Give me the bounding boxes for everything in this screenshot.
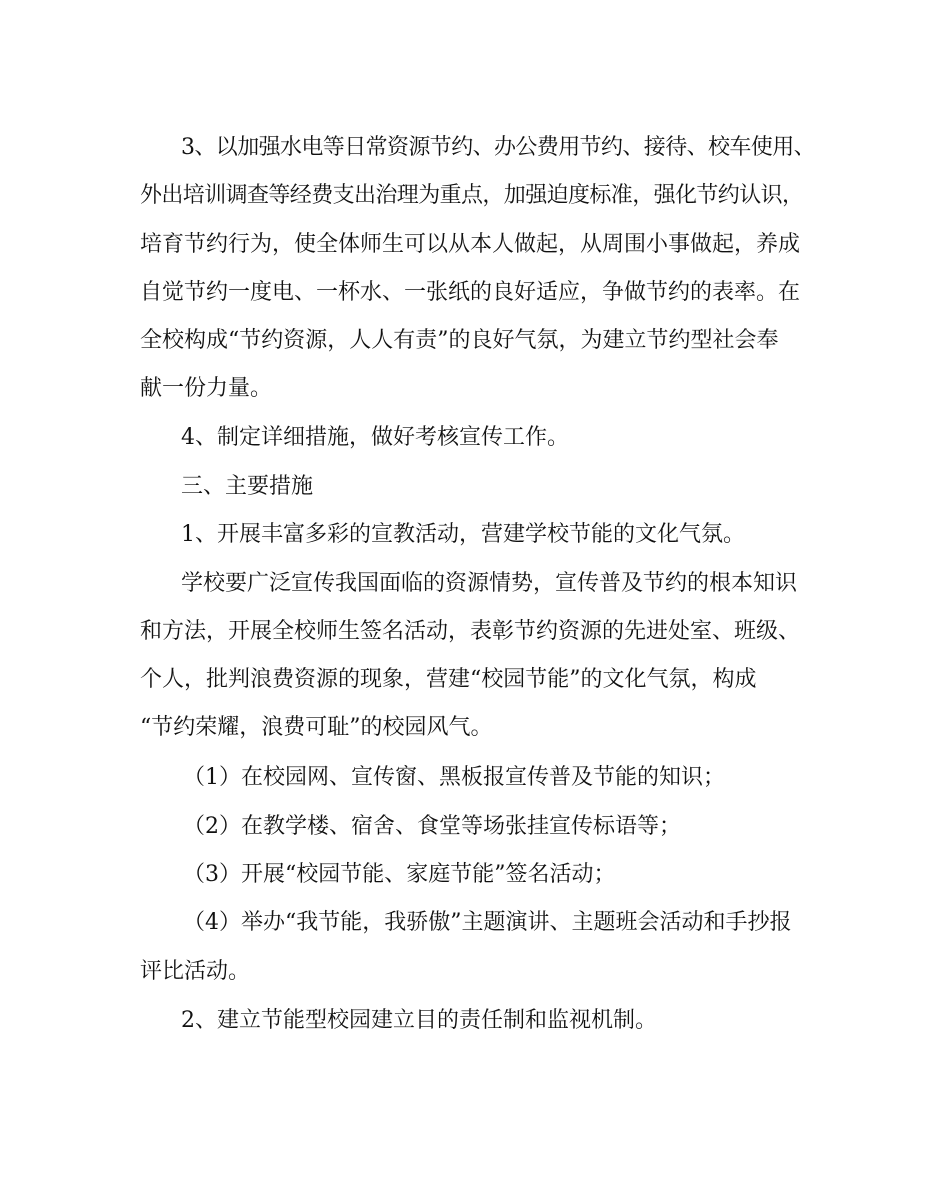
measure-1-body-line-2: 和方法，开展全校师生签名活动，表彰节约资源的先进处室、班级、 <box>140 619 801 644</box>
measure-1-body-line-1: 学校要广泛宣传我国面临的资源情势，宣传普及节约的根本知识 <box>181 571 798 596</box>
list-item-4-line-1: （4）举办“我节能，我骄傲”主题演讲、主题班会活动和手抄报 <box>183 910 792 935</box>
paragraph-3-line-5: 全校构成“节约资源，人人有责”的良好气氛，为建立节约型社会奉 <box>140 328 779 353</box>
measure-1-body-line-4: “节约荣耀，浪费可耻”的校园风气。 <box>140 715 493 740</box>
paragraph-4: 4、制定详细措施，做好考核宣传工作。 <box>181 425 569 450</box>
paragraph-3-line-3: 培育节约行为，使全体师生可以从本人做起，从周围小事做起，养成 <box>140 232 801 257</box>
paragraph-3-line-2: 外出培训调查等经费支出治理为重点，加强迫度标准，强化节约认识， <box>140 183 804 208</box>
measure-2-heading: 2、建立节能型校园建立目的责任制和监视机制。 <box>181 1008 657 1033</box>
paragraph-3-line-4: 自觉节约一度电、一杯水、一张纸的良好适应，争做节约的表率。在 <box>140 280 801 305</box>
list-item-2: （2）在教学楼、宿舍、食堂等场张挂宣传标语等； <box>183 814 681 839</box>
list-item-4-line-2: 评比活动。 <box>140 959 251 984</box>
measure-1-body-line-3: 个人，批判浪费资源的现象，营建“校园节能”的文化气氛，构成 <box>140 667 757 692</box>
paragraph-3-line-6: 献一份力量。 <box>140 376 273 401</box>
list-item-1: （1）在校园网、宣传窗、黑板报宣传普及节能的知识； <box>183 765 725 790</box>
list-item-3: （3）开展“校园节能、家庭节能”签名活动； <box>183 862 616 887</box>
measure-1-heading: 1、开展丰富多彩的宣教活动，营建学校节能的文化气氛。 <box>181 522 745 547</box>
paragraph-3-line-1: 3、以加强水电等日常资源节约、办公费用节约、接待、校车使用、 <box>181 135 815 160</box>
section-heading-main-measures: 三、主要措施 <box>181 474 314 499</box>
